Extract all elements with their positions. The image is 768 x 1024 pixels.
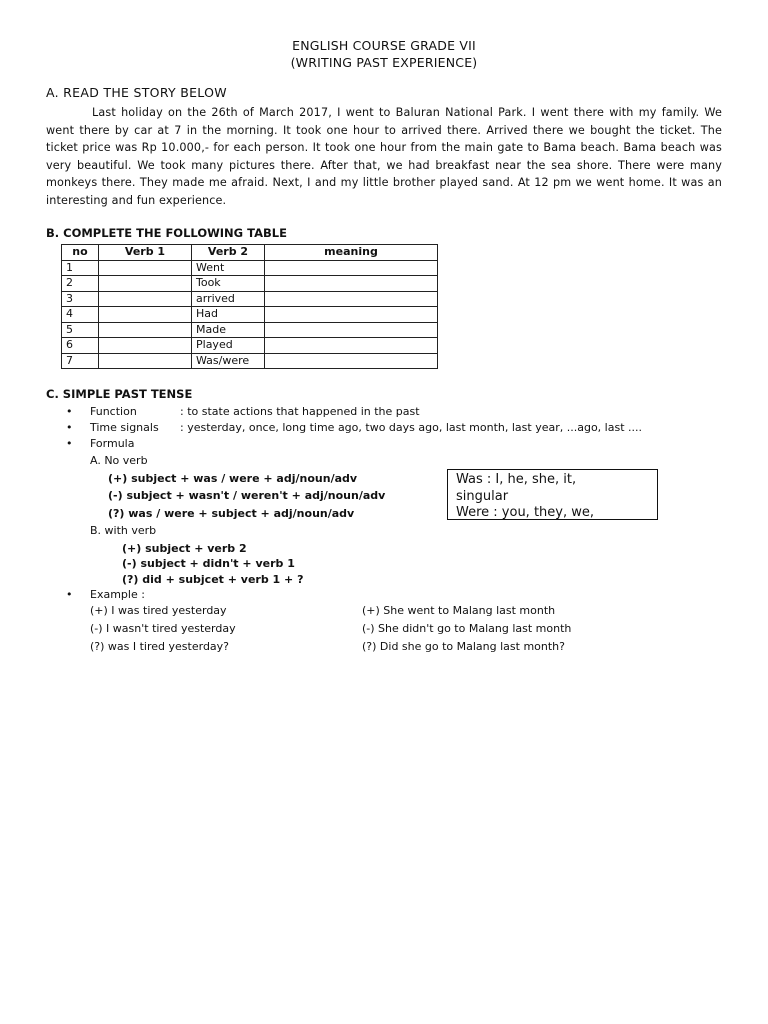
table-row [62, 338, 438, 354]
cell-meaning[interactable] [265, 353, 438, 369]
column-header-verb1: Verb 1 [99, 245, 192, 261]
cell-no: 6 [62, 338, 99, 354]
example-left: (-) I wasn't tired yesterday [90, 622, 236, 635]
cell-meaning[interactable] [265, 291, 438, 307]
section-c-heading: C. SIMPLE PAST TENSE [46, 387, 193, 401]
bullet-icon: • [66, 405, 73, 418]
cell-meaning[interactable] [265, 276, 438, 292]
cell-verb2: Played [192, 338, 265, 354]
cell-meaning[interactable] [265, 307, 438, 323]
no-verb-label: A. No verb [90, 454, 148, 467]
time-signals-label: Time signals [90, 421, 159, 434]
column-header-verb2: Verb 2 [192, 245, 265, 261]
example-right: (+) She went to Malang last month [362, 604, 556, 617]
cell-verb1[interactable] [99, 276, 192, 292]
bullet-icon: • [66, 588, 73, 601]
table-row [62, 291, 438, 307]
was-were-note-box [447, 469, 658, 520]
formula-line: (?) did + subjcet + verb 1 + ? [122, 573, 304, 586]
table-row [62, 353, 438, 369]
note-line: Was : I, he, she, it, [456, 472, 577, 487]
time-signals-value: : yesterday, once, long time ago, two days ago, last month, last year, ...ago, last .... [180, 421, 642, 434]
table-header-row [62, 245, 438, 261]
cell-verb1[interactable] [99, 322, 192, 338]
document-subtitle: (WRITING PAST EXPERIENCE) [290, 55, 478, 70]
cell-verb2: arrived [192, 291, 265, 307]
cell-no: 7 [62, 353, 99, 369]
example-label: Example : [90, 588, 145, 601]
bullet-icon: • [66, 437, 73, 450]
function-label: Function [90, 405, 137, 418]
formula-line: (+) subject + was / were + adj/noun/adv [108, 472, 358, 485]
cell-meaning[interactable] [265, 322, 438, 338]
section-b-heading: B. COMPLETE THE FOLLOWING TABLE [46, 226, 287, 240]
cell-verb2: Went [192, 260, 265, 276]
cell-verb1[interactable] [99, 291, 192, 307]
example-right: (?) Did she go to Malang last month? [362, 640, 565, 653]
note-line: singular [456, 488, 509, 504]
document-title: ENGLISH COURSE GRADE VII [292, 38, 476, 53]
cell-verb2: Made [192, 322, 265, 338]
cell-meaning[interactable] [265, 338, 438, 354]
formula-label: Formula [90, 437, 135, 450]
cell-no: 5 [62, 322, 99, 338]
cell-no: 4 [62, 307, 99, 323]
cell-no: 3 [62, 291, 99, 307]
column-header-no: no [62, 245, 99, 261]
cell-verb1[interactable] [99, 338, 192, 354]
section-a-heading: A. READ THE STORY BELOW [46, 85, 227, 100]
bullet-icon: • [66, 421, 73, 434]
cell-verb2: Had [192, 307, 265, 323]
cell-no: 2 [62, 276, 99, 292]
cell-verb1[interactable] [99, 307, 192, 323]
cell-meaning[interactable] [265, 260, 438, 276]
note-line: Were : you, they, we, [456, 505, 594, 520]
verb-table [61, 244, 438, 369]
table-row [62, 276, 438, 292]
example-right: (-) She didn't go to Malang last month [362, 622, 572, 635]
cell-verb2: Took [192, 276, 265, 292]
example-left: (?) was I tired yesterday? [90, 640, 230, 653]
table-row [62, 307, 438, 323]
formula-line: (?) was / were + subject + adj/noun/adv [108, 507, 355, 520]
example-left: (+) I was tired yesterday [90, 604, 227, 617]
column-header-meaning: meaning [265, 245, 438, 261]
cell-no: 1 [62, 260, 99, 276]
formula-line: (-) subject + didn't + verb 1 [122, 557, 295, 570]
function-value: : to state actions that happened in the past [180, 405, 420, 418]
table-row [62, 260, 438, 276]
formula-line: (+) subject + verb 2 [122, 542, 247, 555]
table-row [62, 322, 438, 338]
story-paragraph: Last holiday on the 26th of March 2017, I went to Baluran National Park. I went there with my family. We went there by car at 7 in the morning. It took one hour to arrived there. Arrived there we bought the ticket. The ticket price was Rp 10.000,- for each person. It took one hour from the main gate to Bama beach. Bama beach was very beautiful. We took many pictures there. After that, we had breakfast near the sea shore. There were many monkeys there. They made me afraid. Next, I and my little brother played sand. At 12 pm we went home. It was an interesting and fun experience. [46, 106, 722, 207]
formula-line: (-) subject + wasn't / weren't + adj/noun/adv [108, 489, 386, 502]
cell-verb1[interactable] [99, 260, 192, 276]
cell-verb1[interactable] [99, 353, 192, 369]
with-verb-label: B. with verb [90, 524, 157, 537]
cell-verb2: Was/were [192, 353, 265, 369]
